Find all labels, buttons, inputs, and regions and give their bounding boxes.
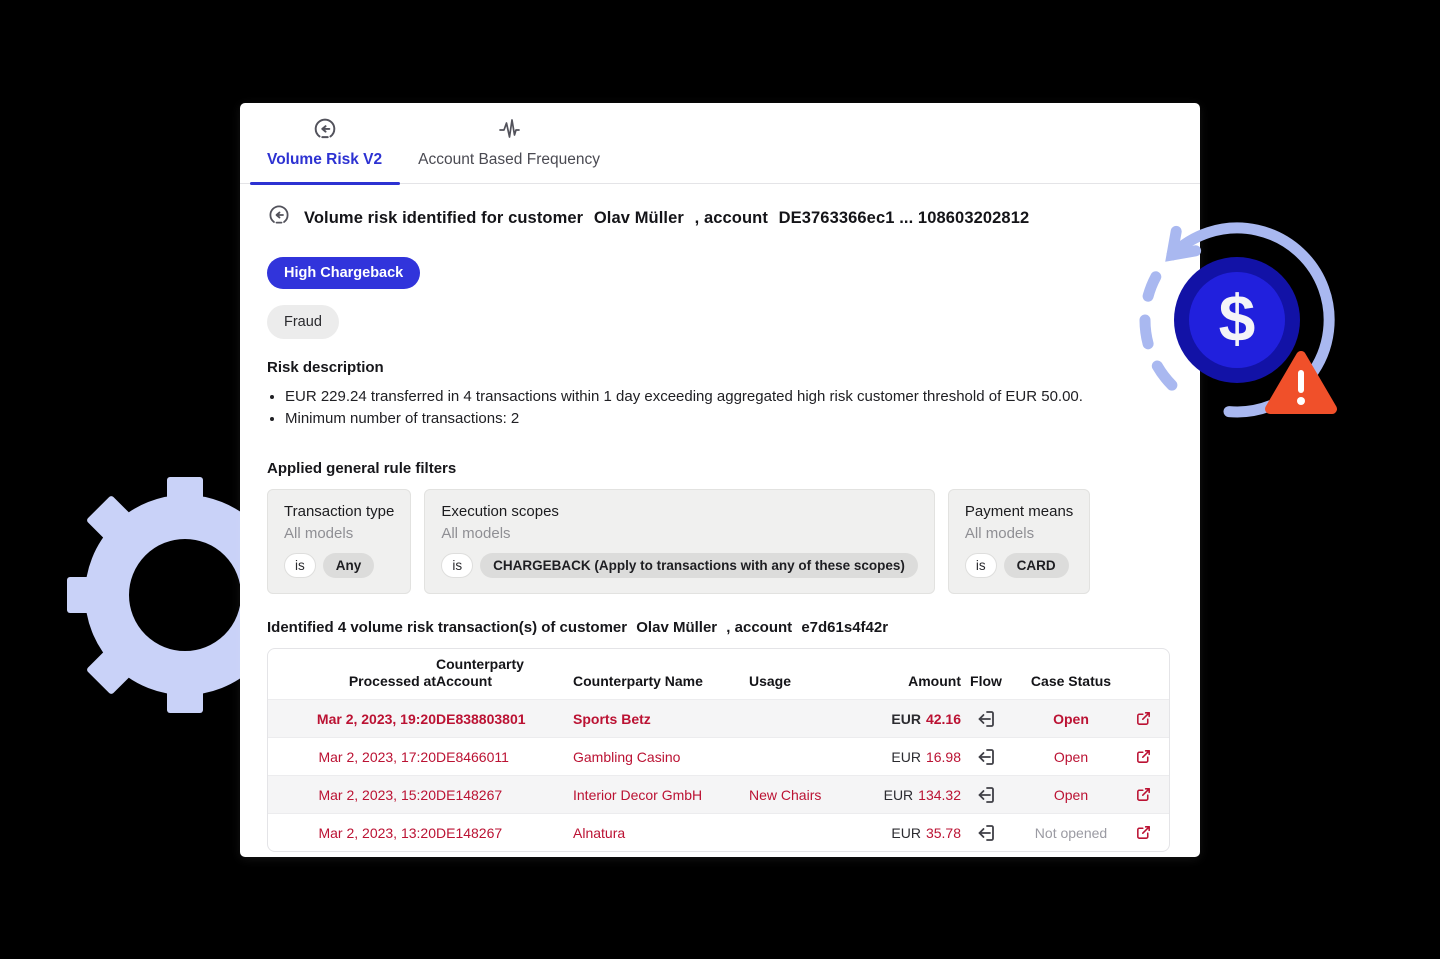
processed-at-cell: Mar 2, 2023, 17:20 xyxy=(318,748,436,765)
amount-cell xyxy=(849,825,961,841)
transactions-title xyxy=(267,619,1170,636)
risk-description-title: Risk description xyxy=(267,359,384,376)
risk-description-list xyxy=(267,386,1170,430)
badge-row-primary xyxy=(267,233,1170,289)
transfer-in-icon xyxy=(961,821,1011,845)
risk-detail-card xyxy=(240,103,1200,857)
tab-volume-risk-label: Volume Risk V2 xyxy=(267,151,383,168)
risk-bullet: • EUR 229.24 transferred in 4 transactions within 1 day exceeding aggregated high risk customer threshold of EUR 50.00. xyxy=(285,386,1170,408)
case-status-cell xyxy=(1011,787,1131,803)
dollar-sign: $ xyxy=(1218,281,1256,355)
title-account-label: , account xyxy=(694,209,768,227)
transactions-title-prefix: Identified 4 volume risk transaction(s) of customer xyxy=(267,619,628,636)
currency-label: EUR xyxy=(883,786,914,803)
case-status-cell xyxy=(1011,825,1131,841)
table-row[interactable] xyxy=(268,699,1169,737)
processed-at-cell: Mar 2, 2023, 15:20 xyxy=(318,786,436,803)
filter-subtitle: All models xyxy=(284,525,354,542)
warning-triangle-icon xyxy=(1262,348,1340,423)
external-link-icon[interactable] xyxy=(1131,824,1155,841)
transactions-table xyxy=(267,648,1170,852)
col-header-counterparty-account: Counterparty Account xyxy=(436,656,524,689)
filter-operator-chip: is xyxy=(965,553,997,578)
table-row[interactable] xyxy=(268,737,1169,775)
risk-header xyxy=(267,204,1170,233)
case-status-label: Open xyxy=(1053,786,1089,803)
table-row[interactable] xyxy=(268,813,1169,851)
gauge-icon xyxy=(312,117,338,143)
filter-value-chip: Any xyxy=(323,553,375,578)
counterparty-name-cell: Sports Betz xyxy=(573,710,651,727)
col-header-flow: Flow xyxy=(970,673,1002,689)
col-header-case-status: Case Status xyxy=(1030,673,1112,689)
applied-filters-title: Applied general rule filters xyxy=(267,460,457,477)
tab-account-based-frequency[interactable] xyxy=(418,117,600,183)
counterparty-account-cell: DE838803801 xyxy=(436,710,526,727)
amount-cell xyxy=(849,711,961,727)
filter-card-row xyxy=(267,489,1170,594)
currency-label: EUR xyxy=(891,824,921,841)
counterparty-account-cell: DE8466011 xyxy=(436,748,509,765)
pulse-icon xyxy=(496,117,522,143)
title-customer-name: Olav Müller xyxy=(593,209,684,227)
page-title xyxy=(304,209,1035,228)
filter-card-transaction-type xyxy=(267,489,411,594)
currency-label: EUR xyxy=(891,710,921,727)
tab-bar xyxy=(240,103,1200,184)
transactions-title-account: e7d61s4f42r xyxy=(801,619,889,636)
badge-row-secondary xyxy=(267,289,1170,339)
active-tab-underline xyxy=(250,182,400,185)
tab-volume-risk-v2[interactable] xyxy=(267,117,382,183)
col-header-usage: Usage xyxy=(749,673,792,689)
transactions-title-customer: Olav Müller xyxy=(636,619,718,636)
currency-label: EUR xyxy=(891,748,921,765)
table-header-row xyxy=(268,649,1169,699)
amount-cell xyxy=(849,749,961,765)
counterparty-name-cell: Alnatura xyxy=(573,824,626,841)
dollar-coin-decoration xyxy=(1127,210,1347,430)
amount-value: 134.32 xyxy=(918,786,961,803)
fraud-badge: Fraud xyxy=(267,305,339,339)
external-link-icon[interactable] xyxy=(1131,710,1155,727)
filter-subtitle: All models xyxy=(964,525,1035,542)
gauge-icon xyxy=(267,204,291,233)
usage-cell: New Chairs xyxy=(749,786,822,803)
filter-title: Payment means xyxy=(964,503,1074,520)
transfer-in-icon xyxy=(961,783,1011,807)
transfer-in-icon xyxy=(961,707,1011,731)
col-header-processed-at: Processed at xyxy=(348,673,436,689)
case-status-label: Open xyxy=(1053,710,1089,727)
amount-value: 42.16 xyxy=(925,710,961,727)
filter-subtitle: All models xyxy=(441,525,511,542)
risk-bullet: • Minimum number of transactions: 2 xyxy=(285,408,1170,430)
case-status-label: Open xyxy=(1053,748,1089,765)
transfer-in-icon xyxy=(961,745,1011,769)
external-link-icon[interactable] xyxy=(1131,786,1155,803)
external-link-icon[interactable] xyxy=(1131,748,1155,765)
title-prefix: Volume risk identified for customer xyxy=(304,209,584,227)
counterparty-name-cell: Interior Decor GmbH xyxy=(573,786,703,803)
counterparty-account-cell: DE148267 xyxy=(436,786,503,803)
col-header-amount: Amount xyxy=(908,673,961,689)
high-chargeback-badge: High Chargeback xyxy=(267,257,420,289)
filter-operator-chip: is xyxy=(441,553,473,578)
amount-value: 35.78 xyxy=(925,824,961,841)
filter-operator-chip: is xyxy=(284,553,316,578)
filter-value-chip: CHARGEBACK (Apply to transactions with any of these scopes) xyxy=(480,553,918,578)
counterparty-account-cell: DE148267 xyxy=(436,824,503,841)
filter-card-execution-scopes xyxy=(424,489,935,594)
case-status-cell xyxy=(1011,711,1131,727)
counterparty-name-cell: Gambling Casino xyxy=(573,748,681,765)
transactions-title-account-label: , account xyxy=(726,619,793,636)
filter-title: Execution scopes xyxy=(441,503,559,520)
case-status-cell xyxy=(1011,749,1131,765)
title-account-id: DE3763366ec1 ... 108603202812 xyxy=(778,209,1030,227)
filter-title: Transaction type xyxy=(284,503,395,520)
amount-value: 16.98 xyxy=(925,748,961,765)
table-row[interactable] xyxy=(268,775,1169,813)
filter-value-chip: CARD xyxy=(1004,553,1069,578)
tab-account-frequency-label: Account Based Frequency xyxy=(418,151,600,168)
amount-cell xyxy=(849,787,961,803)
processed-at-cell: Mar 2, 2023, 13:20 xyxy=(318,824,436,841)
case-status-label: Not opened xyxy=(1034,824,1108,841)
col-header-counterparty-name: Counterparty Name xyxy=(573,673,703,689)
processed-at-cell: Mar 2, 2023, 19:20 xyxy=(316,710,436,727)
filter-card-payment-means xyxy=(948,489,1090,594)
